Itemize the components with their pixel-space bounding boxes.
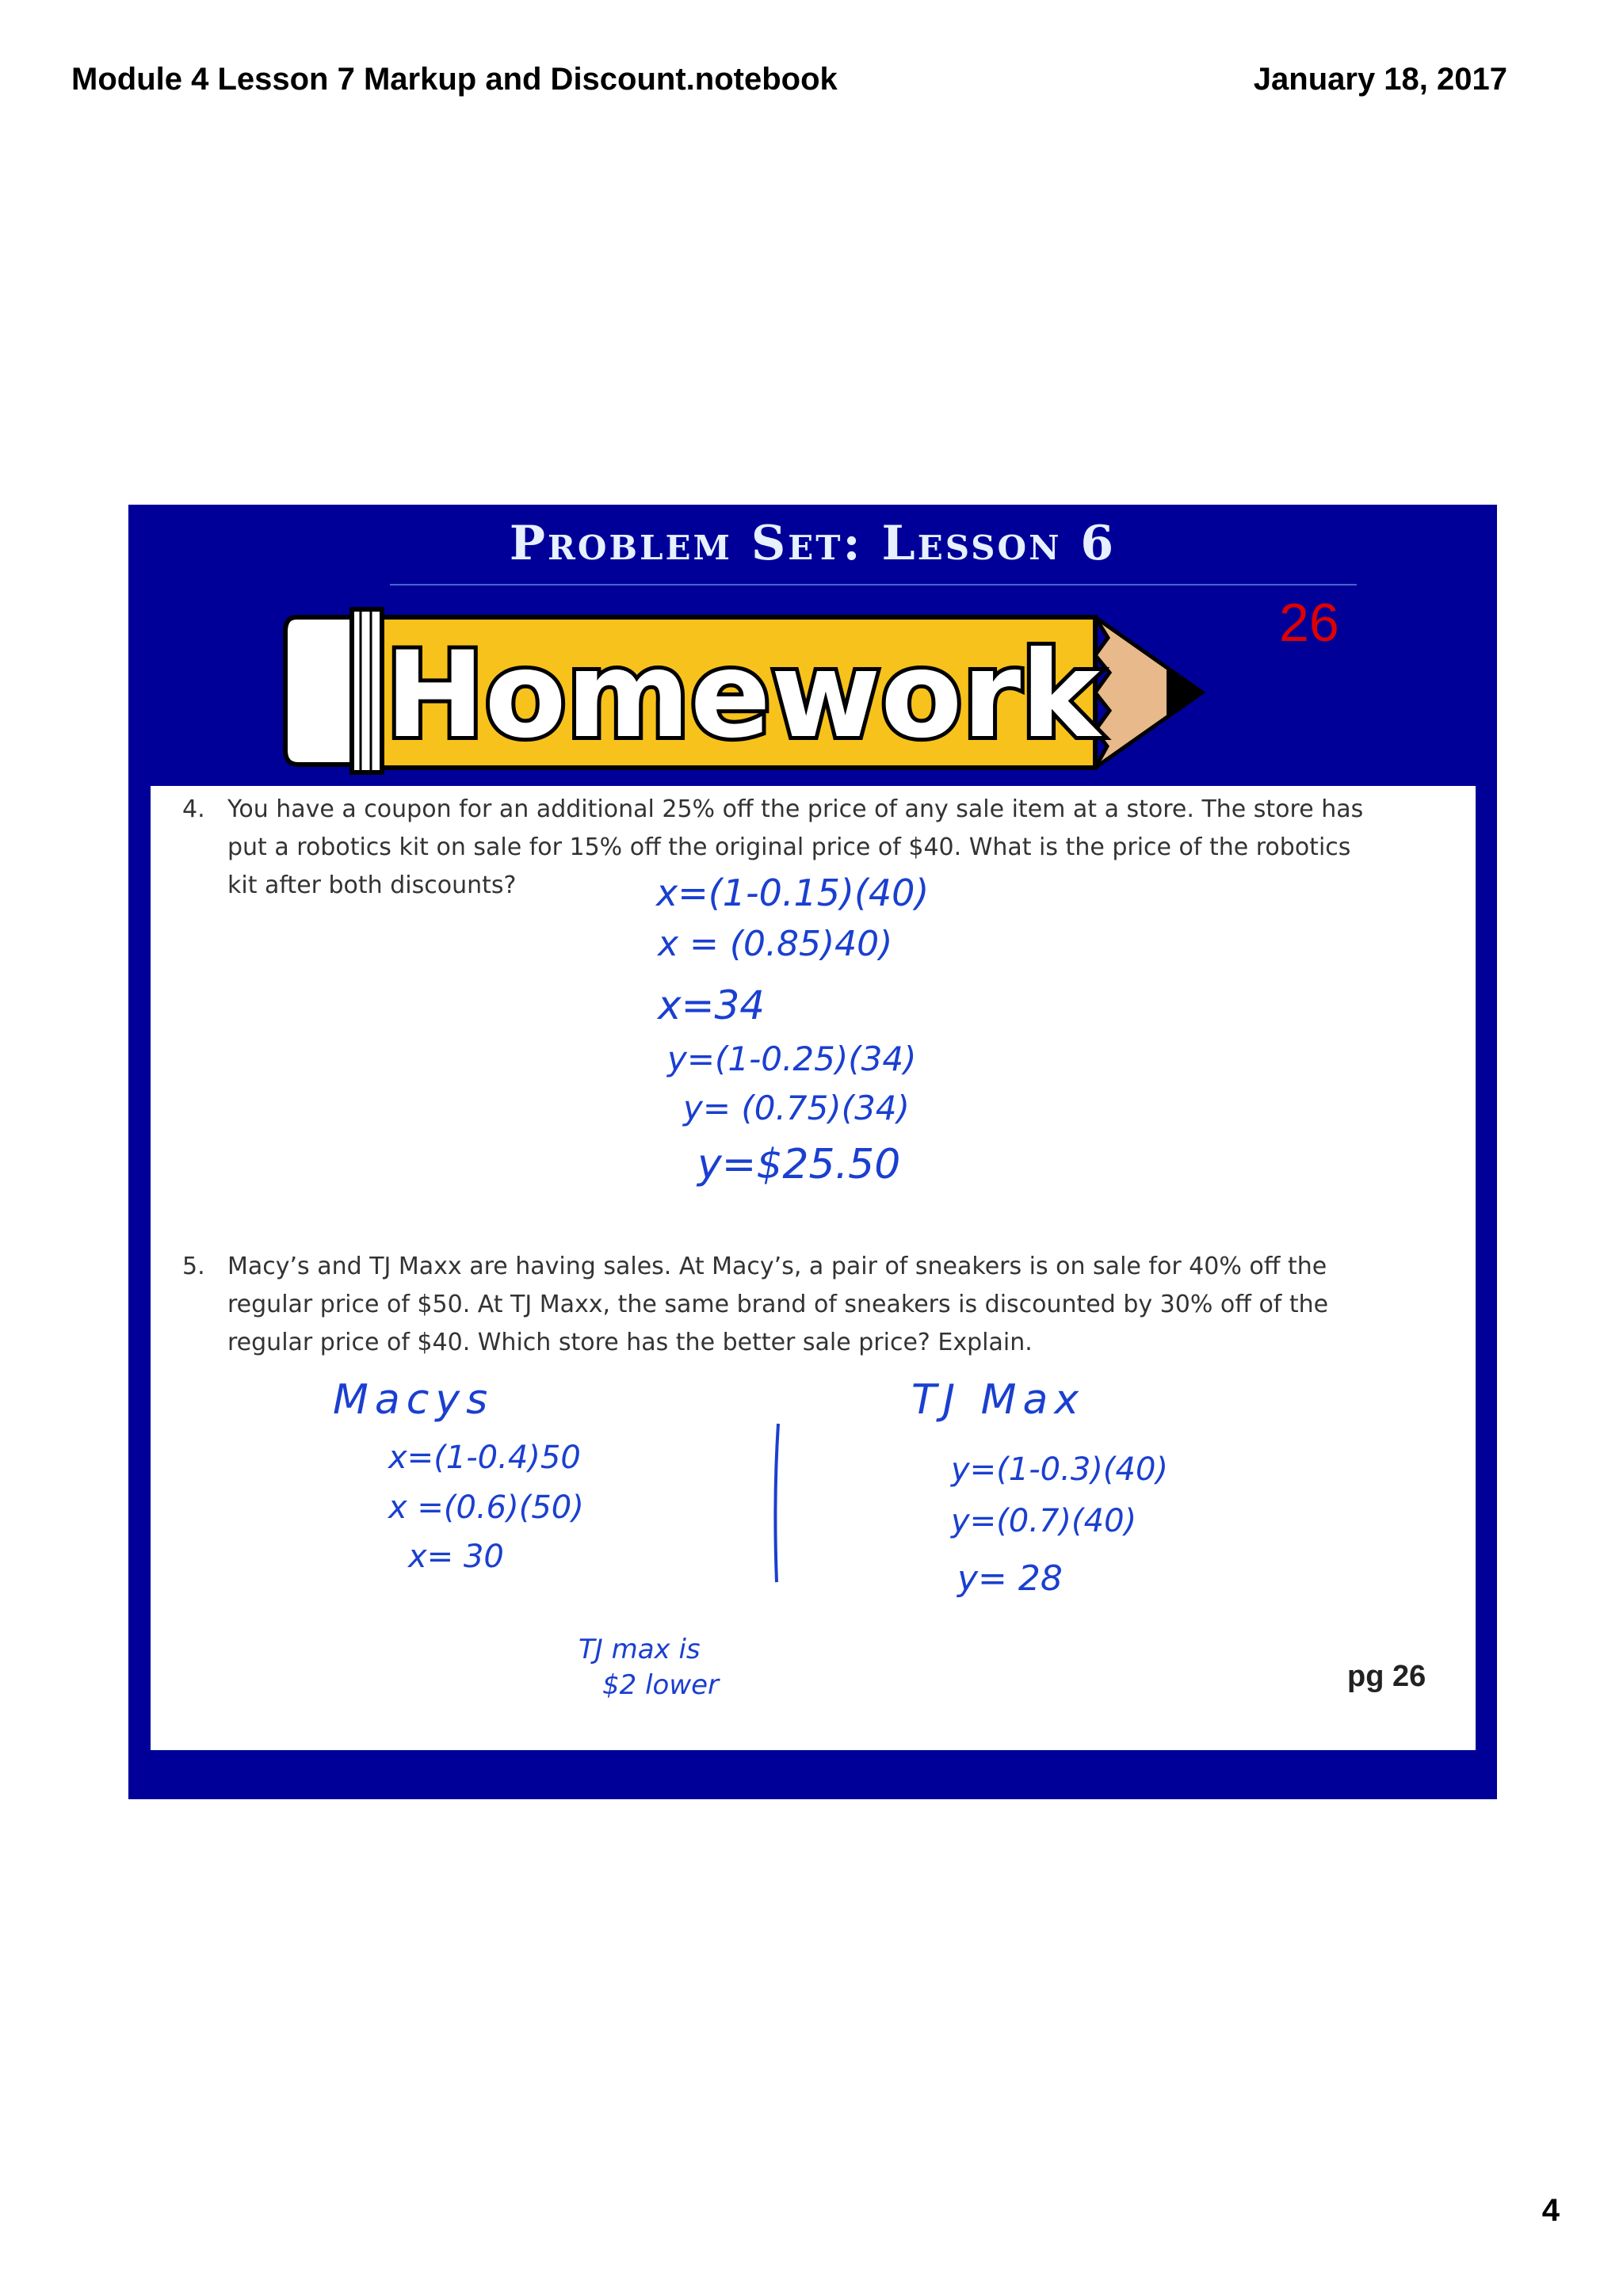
handwritten-line: x =(0.6)(50)	[388, 1489, 584, 1526]
page-number: 4	[1541, 2193, 1560, 2228]
banner-text: Homework	[385, 627, 1100, 765]
slide	[128, 505, 1497, 1799]
document-date: January 18, 2017	[1253, 62, 1507, 97]
worksheet	[151, 786, 1476, 1750]
handwritten-line: y=(0.7)(40)	[951, 1503, 1137, 1539]
document-title: Module 4 Lesson 7 Markup and Discount.notebook	[71, 62, 838, 97]
handwritten-line: x=(1-0.15)(40)	[656, 871, 930, 914]
handwritten-line: y= 28	[957, 1558, 1063, 1599]
page-reference-red: 26	[1279, 593, 1339, 653]
handwritten-line: x= 30	[408, 1539, 504, 1575]
problem-number: 4.	[182, 795, 205, 823]
handwritten-line: x=(1-0.4)50	[388, 1440, 581, 1476]
handwritten-heading-macys: Macys	[333, 1376, 495, 1424]
handwritten-divider	[769, 1420, 785, 1586]
problem-5	[182, 1248, 1419, 1362]
page-label: pg 26	[1347, 1660, 1426, 1693]
pencil-icon	[279, 584, 1246, 798]
homework-pencil-banner	[279, 584, 1246, 798]
handwritten-conclusion: TJ max is	[579, 1634, 701, 1665]
problem-text: Macy’s and TJ Maxx are having sales. At Macy’s, a pair of sneakers is on sale for 40% off the regular price of $50. At TJ Maxx, the same brand of sneakers is discounted by 30% off of the regular price of $40. Which store has the better sale price? Explain.	[227, 1253, 1329, 1356]
handwritten-conclusion: $2 lower	[602, 1669, 720, 1701]
problem-number: 5.	[182, 1253, 205, 1280]
handwritten-line: y=(1-0.3)(40)	[951, 1451, 1169, 1488]
slide-title: Problem Set: Lesson 6	[509, 516, 1117, 571]
handwritten-line: x = (0.85)40)	[658, 924, 893, 964]
handwritten-answer: y=$25.50	[697, 1141, 901, 1188]
handwritten-line: x=34	[658, 982, 766, 1028]
handwritten-line: y= (0.75)(34)	[683, 1089, 910, 1127]
handwritten-line: y=(1-0.25)(34)	[667, 1039, 917, 1078]
handwritten-heading-tjmax: TJ Max	[911, 1376, 1086, 1424]
problem-text: You have a coupon for an additional 25% off the price of any sale item at a store. The store has put a robotics kit on sale for 15% off the original price of $40. What is the price of the robotics kit after both discounts?	[227, 795, 1364, 899]
